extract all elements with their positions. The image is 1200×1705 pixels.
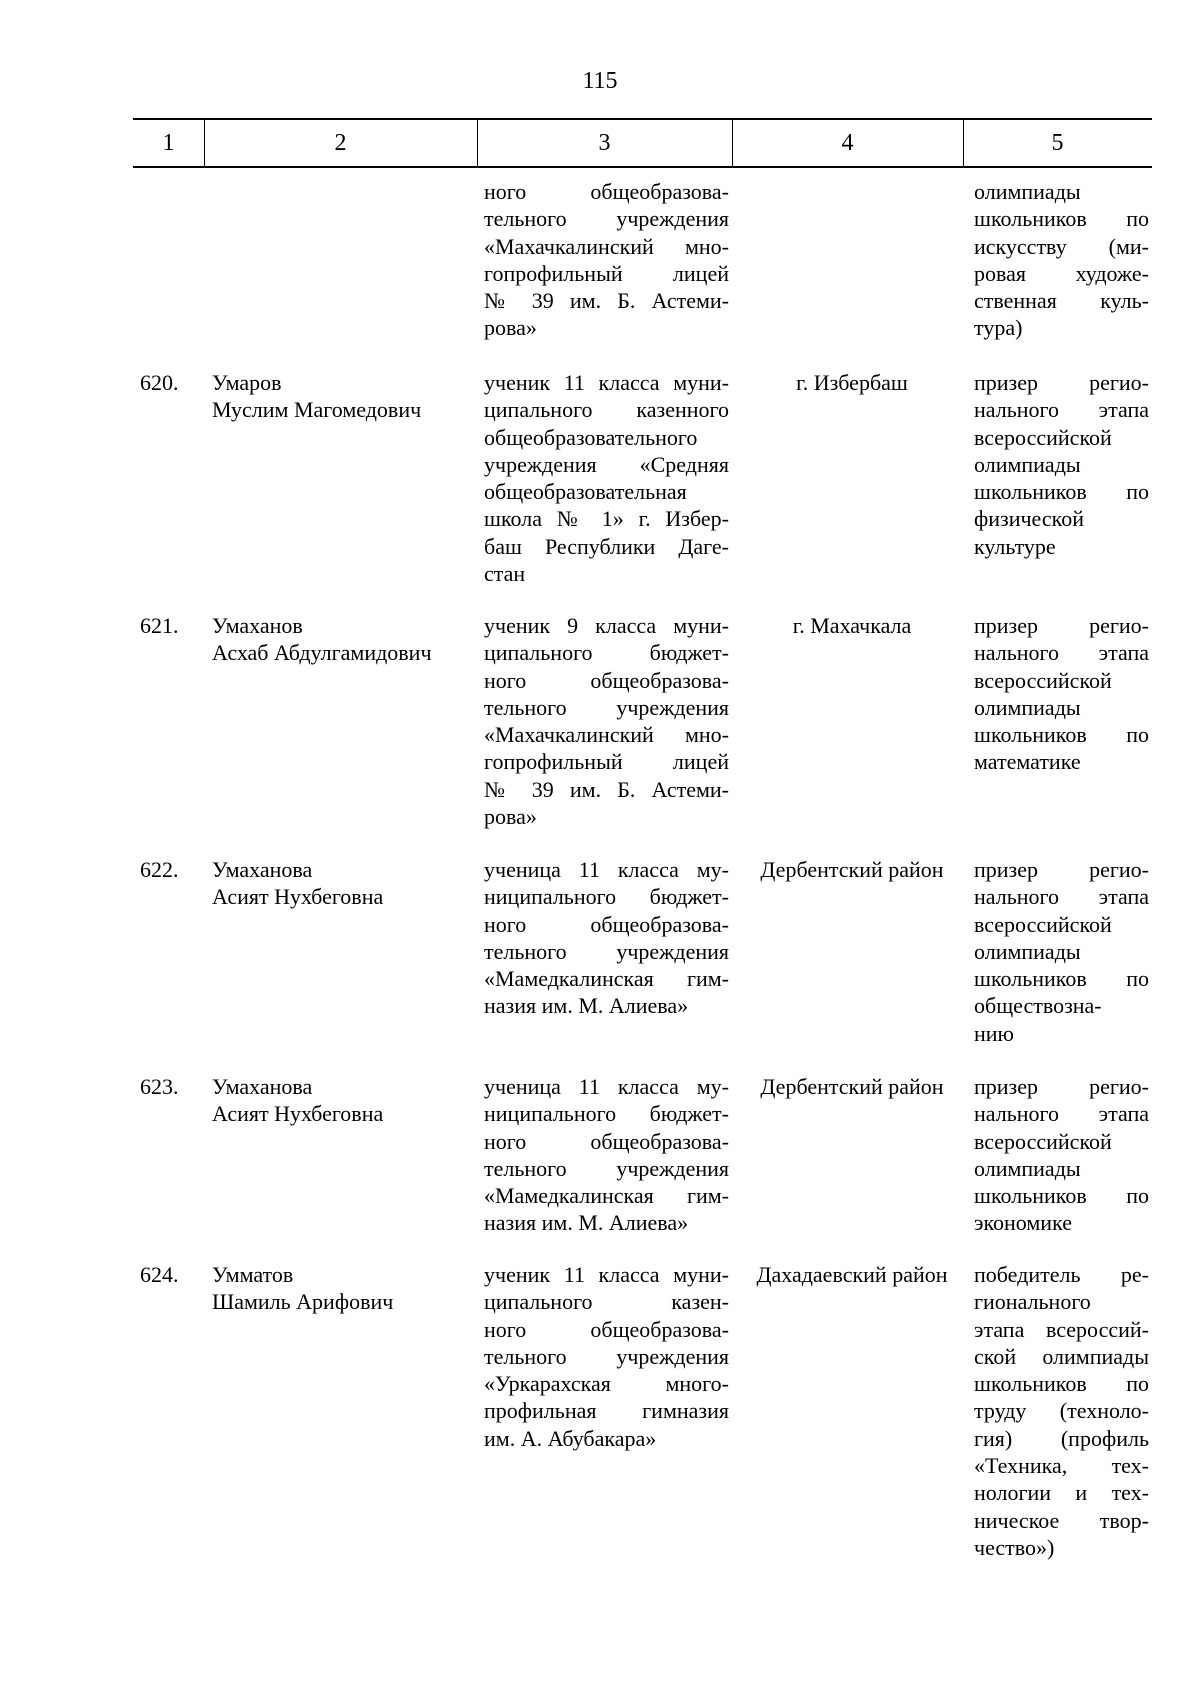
text-line: тельного учреждения	[484, 206, 729, 232]
text-line: нального этапа	[974, 397, 1149, 423]
text-line: нального этапа	[974, 1101, 1149, 1127]
text-line: нального этапа	[974, 640, 1149, 666]
student-name	[212, 1073, 482, 1128]
text-line: гионального	[974, 1289, 1091, 1315]
institution	[484, 856, 729, 1020]
text-line: призер регио-	[974, 613, 1149, 638]
text-line: Шамиль Арифович	[212, 1289, 394, 1315]
text-line: «Техника, тех-	[974, 1453, 1149, 1479]
text-line: призер регио-	[974, 370, 1149, 395]
text-line: гия) (профиль	[974, 1425, 1149, 1451]
text-line: ного общеобразова-	[484, 1316, 729, 1342]
text-line: олимпиады	[974, 451, 1081, 477]
text-line: ученица 11 класса му-	[484, 857, 729, 882]
text-line: ного общеобразова-	[484, 911, 729, 937]
text-line: профильная гимназия	[484, 1398, 729, 1424]
text-line: экономике	[974, 1210, 1072, 1236]
text-line: ученик 11 класса муни-	[484, 370, 729, 395]
text-line: ного общеобразова-	[484, 667, 729, 693]
text-line: Асият Нухбеговна	[212, 884, 384, 910]
header-col-4: 4	[732, 120, 964, 166]
header-col-1: 1	[133, 120, 205, 166]
text-line: Асхаб Абдулгамидович	[212, 640, 432, 666]
text-line: тельного учреждения	[484, 1343, 729, 1369]
row-number: 624.	[140, 1262, 179, 1287]
text-line: № 39 им. Б. Астеми-	[484, 776, 729, 802]
location: Дербентский район	[760, 1074, 944, 1099]
text-line: физической	[974, 506, 1084, 532]
text-line: культуре	[974, 533, 1056, 559]
text-line: всероссийской	[974, 667, 1112, 693]
text-line: ципального бюджет-	[484, 640, 729, 666]
text-line: математике	[974, 749, 1081, 775]
award	[974, 369, 1149, 560]
table-header	[133, 118, 1152, 168]
location: г. Махачкала	[792, 613, 912, 638]
text-line: Умаханов	[212, 613, 303, 638]
location: Дербентский район	[760, 857, 944, 882]
text-line: «Махачкалинский мно-	[484, 722, 729, 748]
text-line: ного общеобразова-	[484, 179, 729, 204]
text-line: школьников по	[974, 1183, 1149, 1209]
text-line: ской олимпиады	[974, 1343, 1149, 1369]
text-line: ниципального бюджет-	[484, 1101, 729, 1127]
text-line: общеобразовательного	[484, 424, 698, 450]
text-line: баш Республики Даге-	[484, 533, 729, 559]
student-name	[212, 369, 482, 424]
text-line: ципального казен-	[484, 1289, 729, 1315]
award	[974, 612, 1149, 776]
text-line: школьников по	[974, 206, 1149, 232]
text-line: призер регио-	[974, 1074, 1149, 1099]
text-line: ровая художе-	[974, 260, 1149, 286]
award	[974, 1073, 1149, 1237]
text-line: всероссийской	[974, 1128, 1112, 1154]
location: Дахадаевский район	[756, 1262, 948, 1287]
text-line: ственная куль-	[974, 288, 1149, 314]
student-name	[212, 1261, 482, 1316]
text-line: ученик 9 класса муни-	[484, 613, 729, 638]
text-line: нологии и тех-	[974, 1480, 1149, 1506]
award	[974, 1261, 1149, 1561]
text-line: тельного учреждения	[484, 1155, 729, 1181]
text-line: чество»)	[974, 1534, 1055, 1560]
student-name	[212, 856, 482, 911]
text-line: нального этапа	[974, 884, 1149, 910]
continuation-institution	[484, 178, 729, 342]
text-line: общеобразовательная	[484, 479, 687, 505]
text-line: Умаханова	[212, 1074, 313, 1099]
text-line: гопрофильный лицей	[484, 749, 729, 775]
text-line: школа № 1» г. Избер-	[484, 506, 729, 532]
text-line: учреждения «Средняя	[484, 451, 729, 477]
text-line: «Махачкалинский мно-	[484, 233, 729, 259]
text-line: олимпиады	[974, 179, 1081, 204]
continuation-award	[974, 178, 1149, 342]
text-line: назия им. М. Алиева»	[484, 1210, 689, 1236]
text-line: ническое твор-	[974, 1507, 1149, 1533]
institution	[484, 1261, 729, 1452]
header-col-5: 5	[1051, 130, 1064, 156]
text-line: труду (техноло-	[974, 1398, 1149, 1424]
text-line: тельного учреждения	[484, 694, 729, 720]
row-number: 620.	[140, 370, 179, 395]
text-line: ниципального бюджет-	[484, 884, 729, 910]
text-line: школьников по	[974, 966, 1149, 992]
text-line: ного общеобразова-	[484, 1128, 729, 1154]
text-line: стан	[484, 561, 526, 587]
text-line: гопрофильный лицей	[484, 260, 729, 286]
text-line: «Мамедкалинская гим-	[484, 966, 729, 992]
text-line: Умаханова	[212, 857, 313, 882]
text-line: ципального казенного	[484, 397, 729, 423]
text-line: тельного учреждения	[484, 938, 729, 964]
text-line: призер регио-	[974, 857, 1149, 882]
text-line: нию	[974, 1020, 1014, 1046]
header-col-3: 3	[477, 120, 733, 166]
institution	[484, 1073, 729, 1237]
text-line: этапа всероссий-	[974, 1316, 1149, 1342]
text-line: школьников по	[974, 722, 1149, 748]
text-line: ученица 11 класса му-	[484, 1074, 729, 1099]
text-line: назия им. М. Алиева»	[484, 993, 689, 1019]
institution	[484, 612, 729, 830]
text-line: Муслим Магомедович	[212, 397, 422, 423]
text-line: олимпиады	[974, 1155, 1081, 1181]
text-line: обществозна-	[974, 993, 1102, 1019]
text-line: победитель ре-	[974, 1262, 1149, 1287]
text-line: школьников по	[974, 1371, 1149, 1397]
text-line: олимпиады	[974, 938, 1081, 964]
text-line: искусству (ми-	[974, 233, 1149, 259]
row-number: 623.	[140, 1074, 179, 1099]
row-number: 622.	[140, 857, 179, 882]
text-line: тура)	[974, 315, 1023, 341]
text-line: «Мамедкалинская гим-	[484, 1183, 729, 1209]
text-line: школьников по	[974, 479, 1149, 505]
student-name	[212, 612, 482, 667]
location: г. Избербаш	[796, 370, 908, 395]
text-line: всероссийской	[974, 911, 1112, 937]
row-number: 621.	[140, 613, 179, 638]
text-line: ученик 11 класса муни-	[484, 1262, 729, 1287]
text-line: всероссийской	[974, 424, 1112, 450]
award	[974, 856, 1149, 1047]
text-line: Асият Нухбеговна	[212, 1101, 384, 1127]
text-line: «Уркарахская много-	[484, 1371, 729, 1397]
page-number: 115	[582, 68, 618, 94]
text-line: № 39 им. Б. Астеми-	[484, 288, 729, 314]
text-line: рова»	[484, 804, 537, 830]
text-line: рова»	[484, 315, 537, 341]
text-line: олимпиады	[974, 694, 1081, 720]
institution	[484, 369, 729, 587]
text-line: Умаров	[212, 370, 282, 395]
header-col-2: 2	[204, 120, 478, 166]
text-line: им. А. Абубакара»	[484, 1425, 657, 1451]
text-line: Умматов	[212, 1262, 294, 1287]
